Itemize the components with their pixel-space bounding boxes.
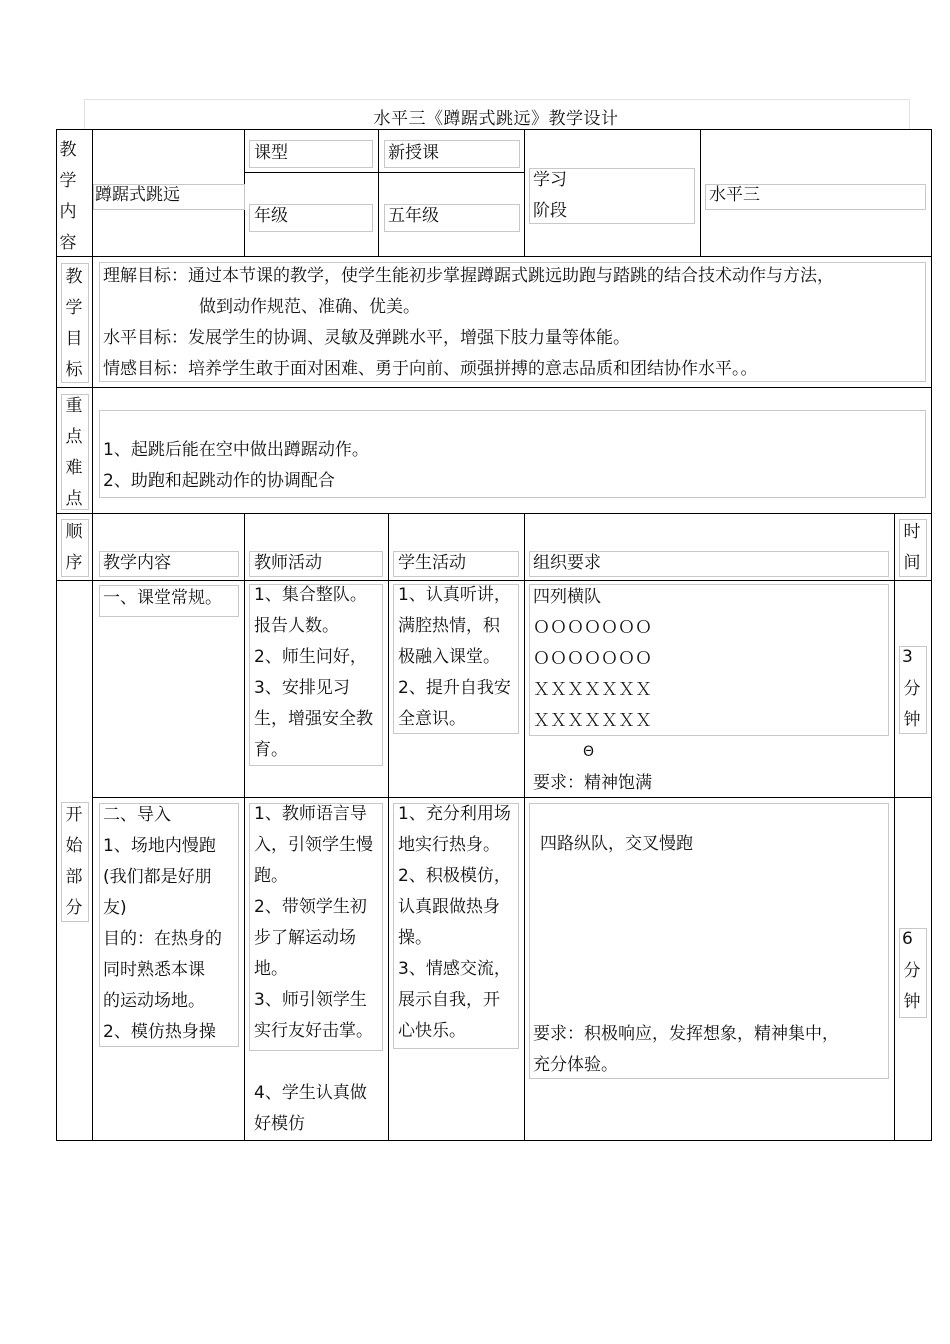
row1-teacher: 1、集合整队。 报告人数。 2、师生问好， 3、安排见习 生，增强安全教 育。: [254, 585, 373, 760]
grid-line: [931, 129, 932, 1140]
col-order-2: 序: [65, 553, 83, 573]
grid-line: [56, 129, 932, 130]
grid-line: [56, 1140, 932, 1141]
grade-label: 年级: [254, 206, 288, 226]
grid-line: [524, 129, 525, 256]
grade-value: 五年级: [388, 206, 439, 226]
keypoint-2: 2、助跑和起跳动作的协调配合: [103, 471, 335, 491]
grid-line: [56, 129, 57, 1140]
stage-label-line1: 学习: [533, 170, 567, 190]
col-time-2: 间: [903, 553, 921, 573]
row1-formation: 四列横队 ＯＯＯＯＯＯＯ ＯＯＯＯＯＯＯ ＸＸＸＸＸＸＸ ＸＸＸＸＸＸＸ: [533, 587, 652, 731]
stage-label-line2: 阶段: [533, 201, 567, 221]
row1-requirement: 要求：精神饱满: [533, 773, 652, 793]
grid-line: [388, 513, 389, 1140]
col-time-1: 时: [903, 522, 921, 542]
row1-time-unit2: 钟: [903, 710, 921, 730]
row2-time-unit1: 分: [903, 961, 921, 981]
row1-student: 1、认真听讲， 满腔热情，积 极融入课堂。 2、提升自我安 全意识。: [398, 585, 511, 729]
col-order-1: 顺: [65, 522, 83, 542]
keypoint-1: 1、起跳后能在空中做出蹲踞动作。: [103, 440, 369, 460]
grid-line: [378, 129, 379, 256]
col-teacher: 教师活动: [254, 553, 322, 573]
goal-ability: 水平目标：发展学生的协调、灵敏及弹跳水平，增强下肢力量等体能。: [103, 328, 630, 348]
row1-time-num: 3: [902, 647, 913, 667]
col-student: 学生活动: [398, 553, 466, 573]
lesson-type-value: 新授课: [388, 143, 439, 163]
grid-line: [92, 129, 93, 1140]
row2-teacher: 1、教师语言导 入，引领学生慢 跑。 2、带领学生初 步了解运动场 地。 3、师引领学生 实行友好击掌。 4、学生认真做 好模仿: [254, 804, 373, 1134]
row1-time-unit1: 分: [903, 679, 921, 699]
row2-content: 二、导入 1、场地内慢跑 (我们都是好朋 友) 目的：在热身的 同时熟悉本课 的运动场地。 2、模仿热身操: [103, 805, 222, 1042]
grid-line: [56, 513, 932, 514]
goal-understanding-cont: 做到动作规范、准确、优美。: [199, 297, 420, 317]
row1-content: 一、课堂常规。: [103, 588, 222, 608]
content-value: 蹲踞式跳远: [95, 185, 180, 205]
row2-time-unit2: 钟: [903, 992, 921, 1012]
teacher-position-symbol: Θ: [583, 744, 595, 760]
grid-line: [894, 513, 895, 1140]
col-content: 教学内容: [103, 553, 171, 573]
document-title: 水平三《蹲踞式跳远》教学设计: [373, 109, 619, 129]
row2-time-num: 6: [902, 929, 913, 949]
grid-line: [524, 513, 525, 1140]
goal-emotion: 情感目标：培养学生敢于面对困难、勇于向前、顽强拼搏的意志品质和团结协作水平。。: [103, 359, 758, 379]
grid-line: [92, 797, 932, 798]
grid-line: [700, 129, 701, 256]
grid-line: [244, 172, 524, 173]
grid-line: [56, 256, 932, 257]
col-org: 组织要求: [533, 553, 601, 573]
row2-formation: 四路纵队，交叉慢跑: [540, 834, 693, 854]
row2-requirement: 要求：积极响应，发挥想象，精神集中， 充分体验。: [533, 1024, 839, 1075]
lesson-type-label: 课型: [254, 143, 288, 163]
row2-student: 1、充分利用场 地实行热身。 2、积极模仿， 认真跟做热身 操。 3、情感交流， 展示自我，开 心快乐。: [398, 804, 511, 1041]
goal-understanding: 理解目标：通过本节课的教学，使学生能初步掌握蹲踞式跳远助跑与踏跳的结合技术动作与方法，: [103, 266, 834, 286]
grid-line: [56, 387, 932, 388]
stage-value: 水平三: [709, 185, 760, 205]
grid-line: [244, 513, 245, 1140]
